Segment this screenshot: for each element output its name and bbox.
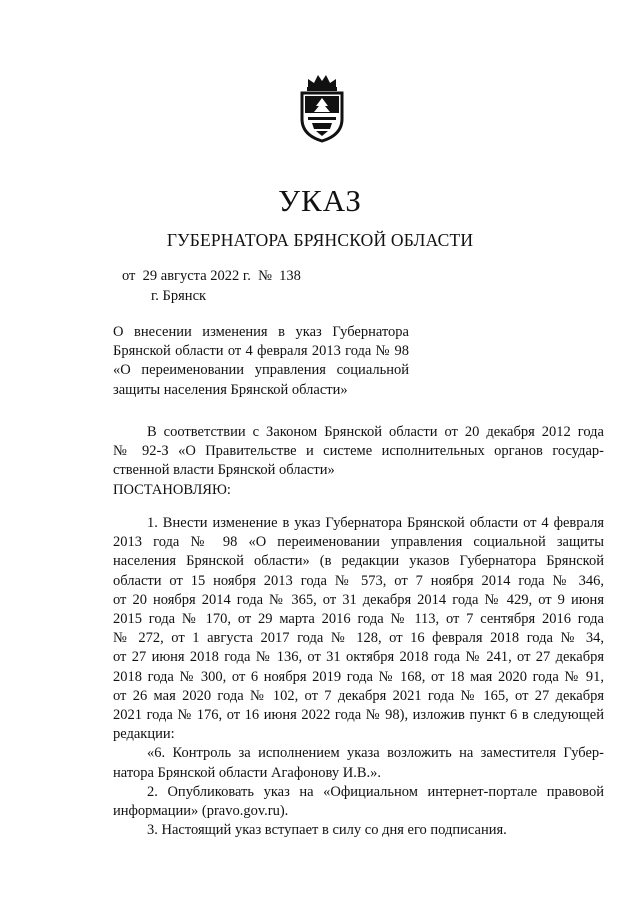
document-title: УКАЗ — [278, 183, 362, 218]
body-line: от 26 мая 2020 года № 102, от 7 декабря 2021 года № 165, от 27 декабря — [113, 687, 604, 704]
subject-line: Брянской области от 4 февраля 2013 года № 98 — [113, 343, 409, 360]
body-line: 1. Внести изменение в указ Губернатора Брянской области от 4 февраля — [147, 515, 604, 531]
body-line: 2. Опубликовать указ на «Официальном интернет-портале правовой — [147, 783, 604, 800]
document-dateline: от 29 августа 2022 г. № 138 — [122, 268, 301, 284]
body-line: области от 15 ноября 2013 года № 573, от 7 ноября 2014 года № 346, — [113, 572, 604, 589]
subject-line: О внесении изменения в указ Губернатора — [113, 324, 409, 340]
preamble-line: ственной власти Брянской области» — [113, 462, 335, 479]
body-line: № 272, от 1 августа 2017 года № 128, от 16 февраля 2018 года № 34, — [113, 630, 604, 647]
document-body — [113, 514, 604, 840]
body-line: натора Брянской области Агафонову И.В.». — [113, 764, 382, 781]
body-line: 2021 года № 176, от 16 июня 2022 года № 98), изложив пункт 6 в следующей — [113, 707, 604, 724]
body-line: 2018 года № 300, от 6 ноября 2019 года № 168, от 18 мая 2020 года № 91, — [113, 668, 604, 685]
body-line: населения Брянской области» (в редакции указов Губернатора Брянской — [113, 553, 604, 570]
subject-line: защиты населения Брянской области» — [113, 381, 348, 398]
preamble-line: В соответствии с Законом Брянской области от 20 декабря 2012 года — [147, 424, 604, 440]
body-line: 2015 года № 170, от 29 марта 2016 года № 113, от 7 сентября 2016 года — [113, 611, 604, 628]
preamble-line: № 92-З «О Правительстве и системе исполнительных органов государ- — [113, 443, 604, 460]
body-line: от 20 ноября 2014 года № 365, от 31 декабря 2014 года № 429, от 9 июня — [113, 591, 604, 608]
body-line: 3. Настоящий указ вступает в силу со дня его подписания. — [147, 822, 507, 839]
body-line: редакции: — [113, 726, 175, 743]
decree-keyword: ПОСТАНОВЛЯЮ: — [113, 481, 231, 498]
body-line: 2013 года № 98 «О переименовании управления социальной защиты — [113, 534, 604, 551]
body-line: информации» (pravo.gov.ru). — [113, 803, 289, 820]
subject-line: «О переименовании управления социальной — [113, 362, 409, 379]
bryansk-coat-of-arms-icon — [298, 73, 346, 143]
document-subtitle: ГУБЕРНАТОРА БРЯНСКОЙ ОБЛАСТИ — [166, 230, 474, 250]
document-subject — [113, 323, 409, 400]
document-city: г. Брянск — [151, 288, 207, 304]
body-line: «6. Контроль за исполнением указа возложить на заместителя Губер- — [147, 745, 604, 762]
body-line: от 27 июня 2018 года № 136, от 31 октября 2018 года № 241, от 27 декабря — [113, 649, 604, 666]
document-preamble — [113, 423, 604, 500]
